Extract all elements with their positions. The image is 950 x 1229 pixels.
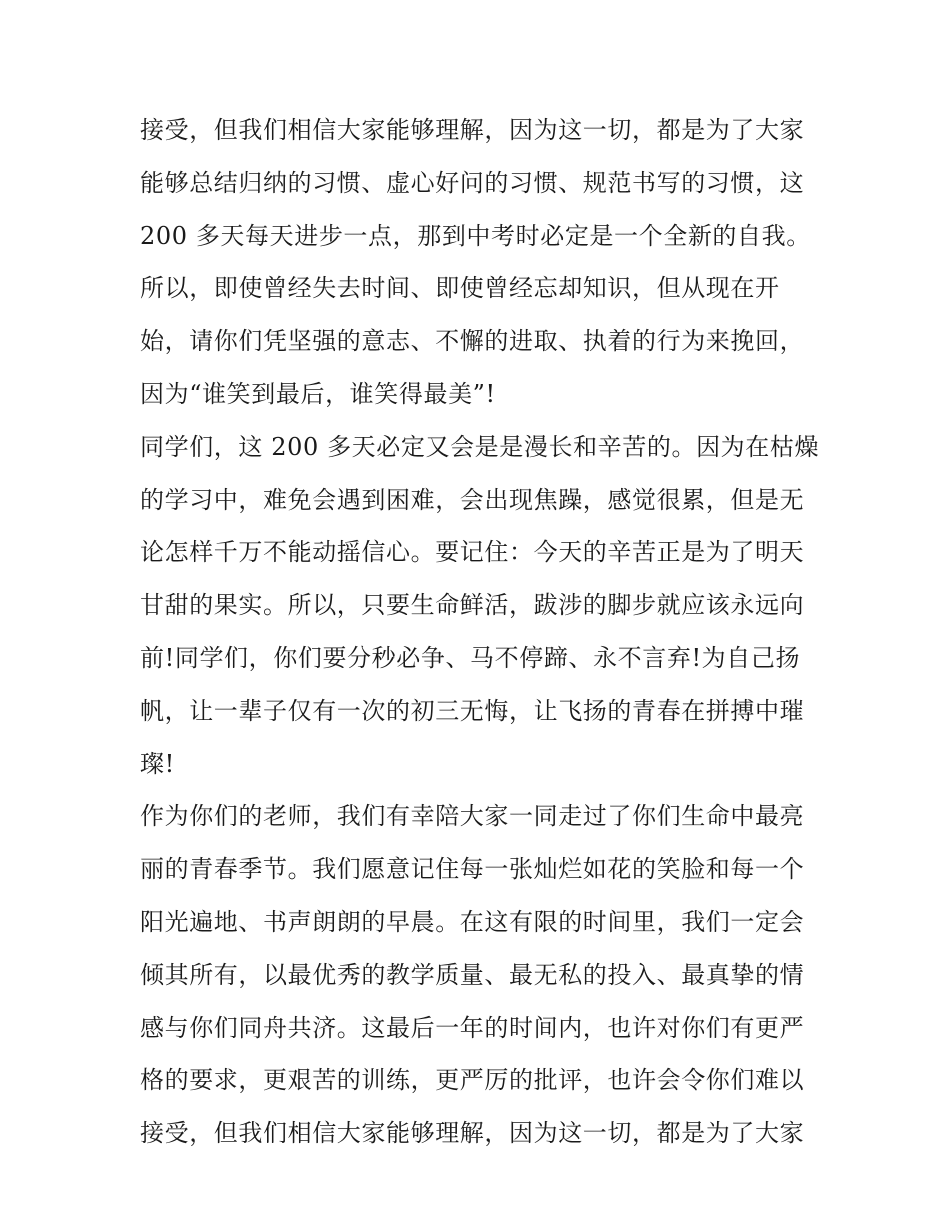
text-line: 接受，但我们相信大家能够理解，因为这一切，都是为了大家 <box>140 1119 805 1148</box>
text-line: 帆，让一辈子仅有一次的初三无悔，让飞扬的青春在拼搏中璀 <box>140 696 805 725</box>
text-line: 甘甜的果实。所以，只要生命鲜活，跋涉的脚步就应该永远向 <box>140 591 805 620</box>
text-line: 能够总结归纳的习惯、虚心好问的习惯、规范书写的习惯，这 <box>140 168 805 197</box>
text-line: 接受，但我们相信大家能够理解，因为这一切，都是为了大家 <box>140 116 805 144</box>
text-line: 前!同学们，你们要分秒必争、马不停蹄、永不言弃!为自己扬 <box>140 643 801 672</box>
text-line: 作为你们的老师，我们有幸陪大家一同走过了你们生命中最亮 <box>140 802 805 831</box>
text-line: 的学习中，难免会遇到困难，会出现焦躁，感觉很累，但是无 <box>140 485 805 514</box>
text-line: 因为“谁笑到最后，谁笑得最美”! <box>140 379 496 408</box>
text-line: 倾其所有，以最优秀的教学质量、最无私的投入、最真挚的情 <box>140 960 805 989</box>
text-line: 丽的青春季节。我们愿意记住每一张灿烂如花的笑脸和每一个 <box>140 855 805 884</box>
text-line: 阳光遍地、书声朗朗的早晨。在这有限的时间里，我们一定会 <box>140 907 805 936</box>
text-line: 始，请你们凭坚强的意志、不懈的进取、执着的行为来挽回， <box>140 327 805 356</box>
text-line: 璨! <box>140 749 175 778</box>
text-line: 格的要求，更艰苦的训练，更严厉的批评，也许会令你们难以 <box>140 1066 805 1095</box>
text-line: 同学们，这 200 多天必定又会是是漫长和辛苦的。因为在枯燥 <box>140 432 820 461</box>
body-text <box>140 104 820 1160</box>
text-line: 论怎样千万不能动摇信心。要记住：今天的辛苦正是为了明天 <box>140 538 805 567</box>
text-line: 感与你们同舟共济。这最后一年的时间内，也许对你们有更严 <box>140 1013 805 1042</box>
text-line: 200 多天每天进步一点，那到中考时必定是一个全新的自我。 <box>140 221 811 250</box>
text-line: 所以，即使曾经失去时间、即使曾经忘却知识，但从现在开 <box>140 274 780 303</box>
